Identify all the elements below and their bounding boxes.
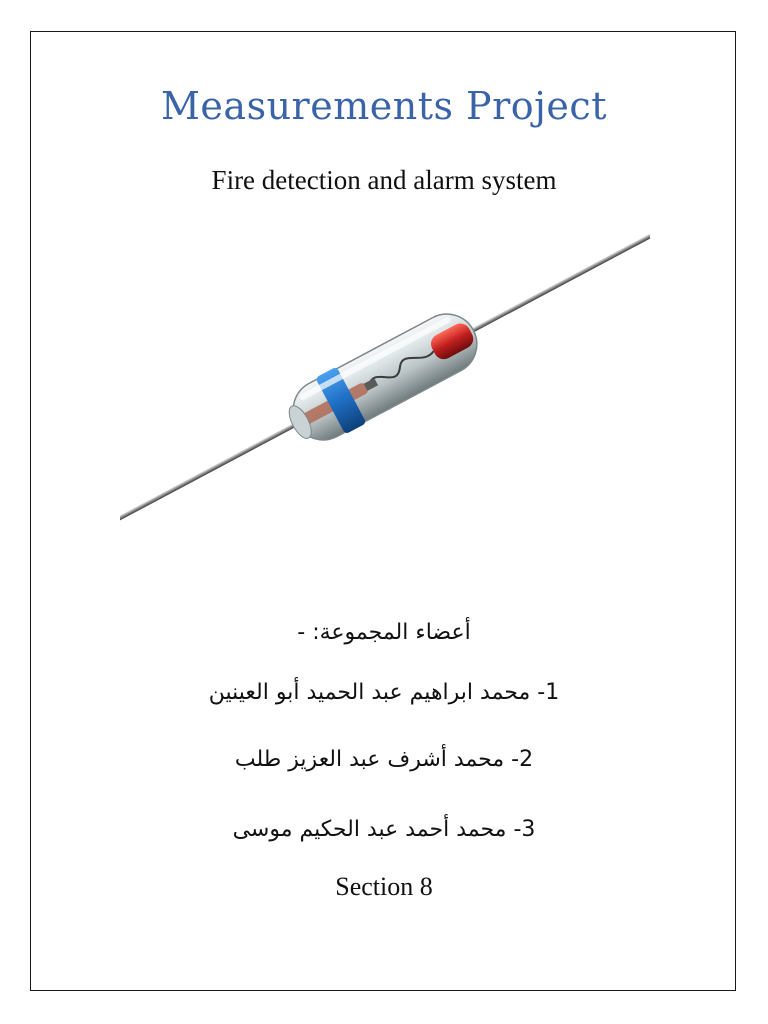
member-name-1: 1- محمد ابراهيم عبد الحميد أبو العينين xyxy=(208,680,560,705)
section-label: Section 8 xyxy=(335,872,433,901)
member-name-2: 2- محمد أشرف عبد العزيز طلب xyxy=(234,747,534,772)
page-title: Measurements Project xyxy=(161,84,607,128)
thermistor-image xyxy=(120,225,650,530)
group-members-heading: أعضاء المجموعة: - xyxy=(297,620,471,645)
member-name-3: 3- محمد أحمد عبد الحكيم موسى xyxy=(232,817,536,842)
page-subtitle: Fire detection and alarm system xyxy=(211,165,557,195)
